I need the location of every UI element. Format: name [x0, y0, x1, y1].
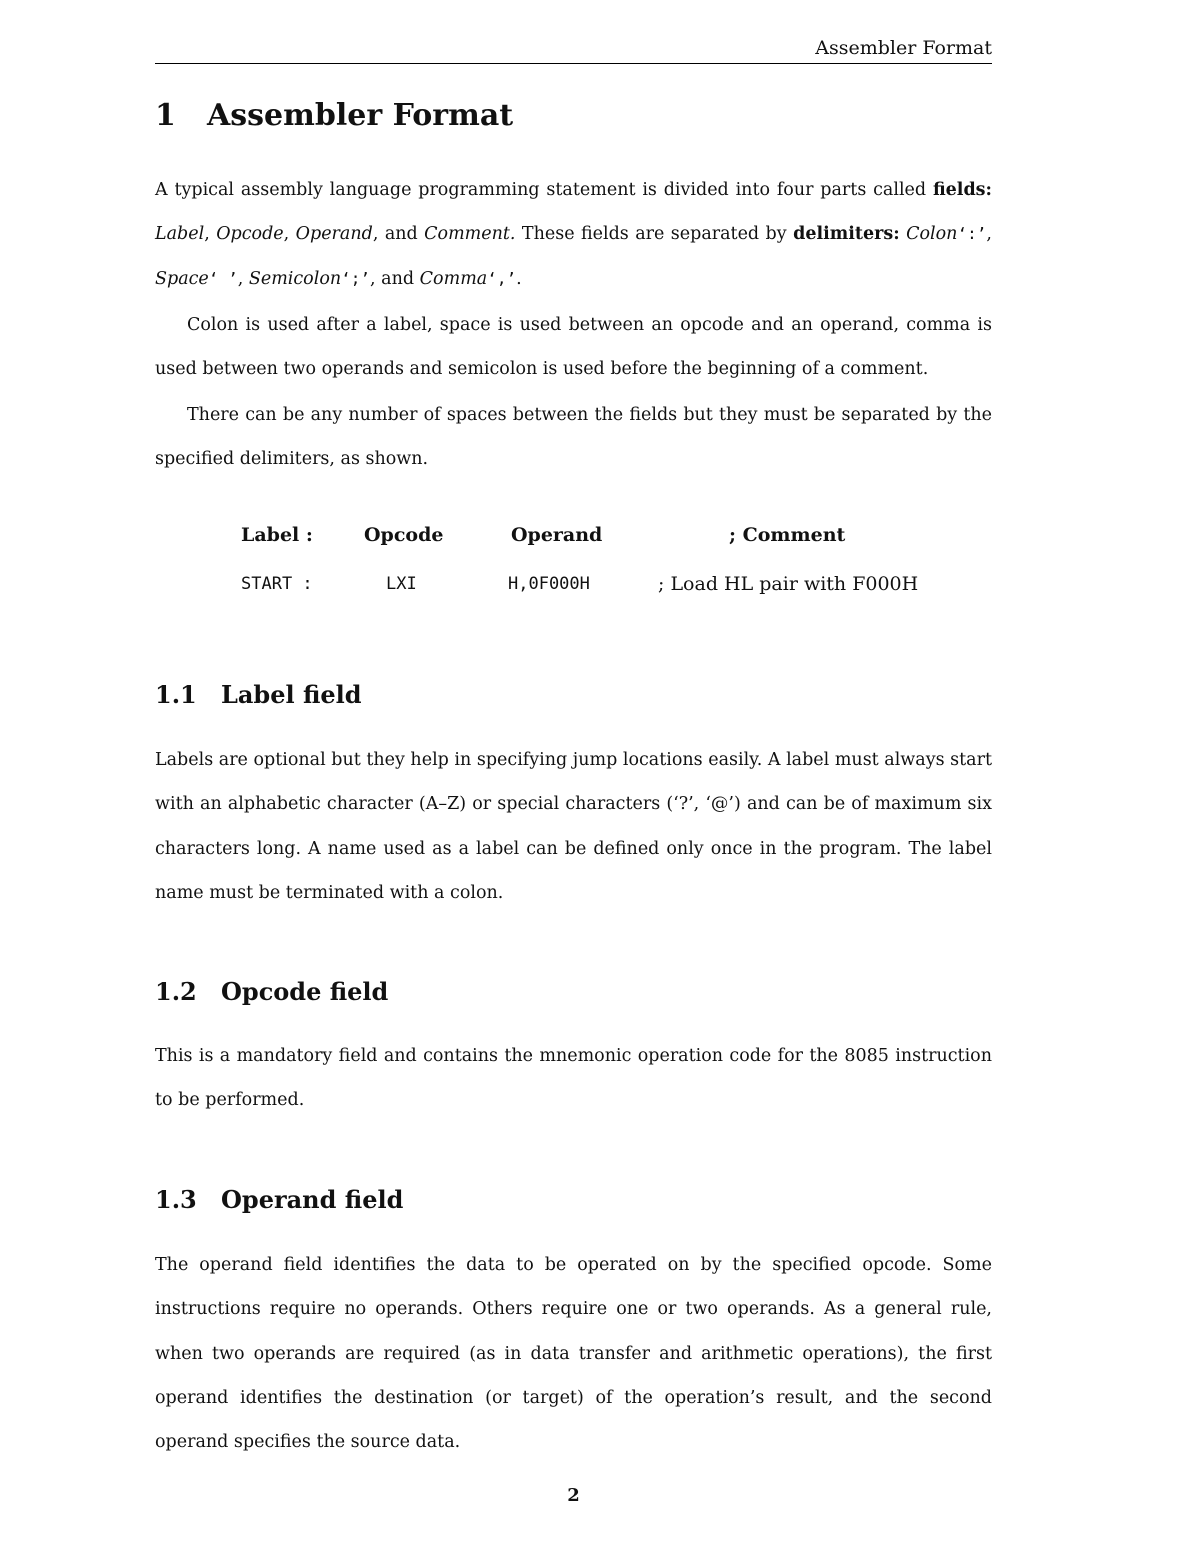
intro-text-2: These fields are separated by	[521, 224, 787, 245]
subsection-title: Opcode field	[221, 977, 389, 1006]
header-rule	[155, 63, 992, 64]
label-field-paragraph: Labels are optional but they help in specifying jump locations easily. A label must always start with an alphabetic character (A–Z) or special characters (‘?’, ‘@’) and can be of maximum six characters long. A name used as a label can be defined only once in the program. The label name must be terminated with a colon.	[155, 750, 992, 903]
opcode-field-paragraph: This is a mandatory field and contains the mnemonic operation code for the 8085 instruction to be performed.	[155, 1046, 992, 1111]
subsection-number: 1.1	[155, 680, 197, 709]
header-label: Label :	[241, 524, 313, 546]
intro-paragraph-1: A typical assembly language programming statement is divided into four parts called fields: Label, Opcode, Operand, and Comment. These fields are separated by delimiters: Colon‘:’, Space‘ ’, Semicolon‘;’, and Comma‘,’.	[155, 180, 992, 289]
subsection-title: Label field	[221, 680, 362, 709]
space-symbol: ‘ ’	[208, 268, 238, 288]
intro-paragraph-3: There can be any number of spaces between the fields but they must be separated by the specified delimiters, as shown.	[155, 405, 992, 470]
colon-symbol: ‘:’	[957, 224, 987, 244]
comma-symbol: ‘,’	[487, 268, 517, 288]
semicolon-term: Semicolon	[248, 268, 342, 289]
running-head: Assembler Format	[815, 37, 992, 59]
cell-label: START :	[241, 574, 313, 594]
delimiters-term: delimiters:	[793, 224, 900, 245]
opcode-term: Opcode	[216, 224, 284, 245]
comment-term: Comment.	[424, 224, 516, 245]
label-term: Label	[155, 224, 205, 245]
subsection-number: 1.3	[155, 1185, 197, 1214]
page-number: 2	[567, 1485, 580, 1506]
and-text: and	[384, 224, 418, 245]
operand-term: Operand	[295, 224, 373, 245]
section-number: 1	[155, 98, 176, 133]
header-operand: Operand	[511, 524, 603, 546]
comma-term: Comma	[419, 268, 488, 289]
subsection-heading-label-field	[155, 679, 362, 711]
subsection-number: 1.2	[155, 977, 197, 1006]
section-heading	[155, 96, 513, 136]
colon-term: Colon	[906, 224, 958, 245]
subsection-heading-opcode-field	[155, 976, 388, 1008]
section-title: Assembler Format	[207, 98, 514, 133]
operand-field-paragraph: The operand field identifies the data to be operated on by the specified opcode. Some instructions require no operands. Others require one or two operands. As a general rule, when two operands are required (as in data transfer and arithmetic operations), the first operand identifies the destination (or target) of the operation’s result, and the second operand specifies the source data.	[155, 1255, 992, 1453]
and-text-2: and	[381, 268, 415, 289]
subsection-heading-operand-field	[155, 1184, 403, 1216]
header-opcode: Opcode	[364, 524, 444, 546]
cell-operand: H,0F000H	[508, 574, 590, 594]
semicolon-symbol: ‘;’	[341, 268, 371, 288]
intro-paragraph-2: Colon is used after a label, space is used between an opcode and an operand, comma is used between two operands and semicolon is used before the beginning of a comment.	[155, 315, 992, 380]
header-comment: ; Comment	[729, 524, 846, 546]
intro-text: A typical assembly language programming statement is divided into four parts called	[155, 180, 927, 200]
subsection-title: Operand field	[221, 1185, 404, 1214]
space-term: Space	[155, 268, 209, 289]
fields-term: fields:	[932, 180, 992, 200]
cell-comment: ; Load HL pair with F000H	[658, 573, 919, 595]
cell-opcode: LXI	[386, 574, 417, 594]
